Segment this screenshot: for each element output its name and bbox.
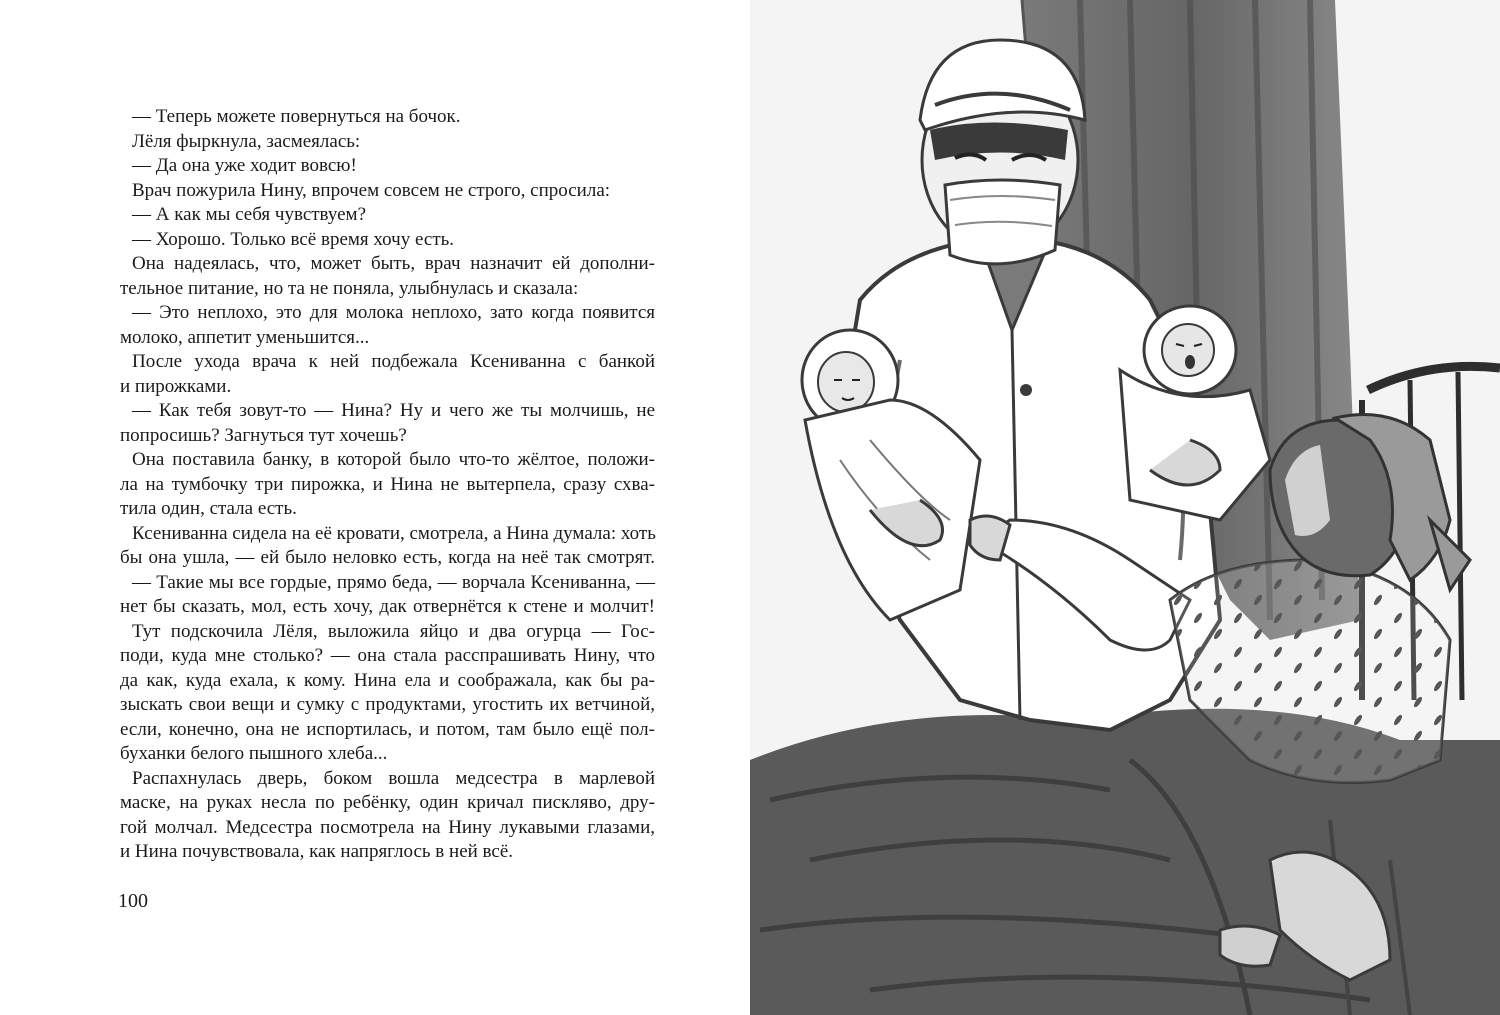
nurse-with-babies-illustration	[750, 0, 1500, 1015]
text-line: — Это неплохо, это для молока неплохо, зато когда появится	[132, 302, 655, 323]
text-line: если, конечно, она не испортилась, и потом, там было ещё пол-	[120, 718, 655, 740]
text-line: — Да она уже ходит вовсю!	[132, 155, 357, 176]
text-line: — Как тебя зовут-то — Нина? Ну и чего же ты молчишь, не	[132, 400, 655, 421]
text-line: попросишь? Загнуться тут хочешь?	[120, 424, 407, 446]
text-line: — Теперь можете повернуться на бочок.	[132, 106, 461, 127]
text-line: поди, куда мне столько? — она стала расспрашивать Нину, что	[120, 645, 655, 666]
text-line: буханки белого пышного хлеба...	[120, 743, 388, 764]
text-line: Она поставила банку, в которой было что-то жёлтое, положи-	[132, 449, 655, 470]
text-line: — Хорошо. Только всё время хочу есть.	[132, 228, 455, 250]
text-line: Распахнулась дверь, боком вошла медсестра в марлевой	[132, 767, 655, 789]
text-line: тила один, стала есть.	[120, 498, 297, 519]
illustration-page	[750, 0, 1500, 1015]
text-line: — Такие мы все гордые, прямо беда, — ворчала Ксениванна, —	[132, 571, 655, 593]
text-line: гой молчал. Медсестра посмотрела на Нину лукавыми глазами,	[120, 816, 655, 838]
text-line: и пирожками.	[120, 375, 232, 397]
text-line: ла на тумбочку три пирожка, и Нина не вытерпела, сразу схва-	[120, 473, 655, 495]
text-line: Лёля фыркнула, засмеялась:	[132, 130, 361, 152]
text-line: нет бы сказать, мол, есть хочу, дак отвернётся к стене и молчит!	[120, 596, 655, 617]
text-line: — А как мы себя чувствуем?	[132, 204, 367, 225]
text-line: Тут подскочила Лёля, выложила яйцо и два огурца — Гос-	[132, 620, 655, 642]
text-line: Ксениванна сидела на её кровати, смотрела, а Нина думала: хоть	[132, 522, 656, 544]
text-line: тельное питание, но та не поняла, улыбнулась и сказала:	[120, 277, 579, 299]
text-line: да как, куда ехала, к кому. Нина ела и соображала, как бы ра-	[120, 669, 655, 691]
text-line: маске, на руках несла по ребёнку, один кричал пискляво, дру-	[120, 792, 655, 813]
story-text	[120, 105, 655, 865]
text-line: Врач пожурила Нину, впрочем совсем не строго, спросила:	[132, 179, 611, 201]
text-line: После ухода врача к ней подбежала Ксениванна с банкой	[132, 351, 655, 372]
text-line: зыскать свои вещи и сумку с продуктами, угостить их ветчиной,	[120, 694, 655, 715]
text-line: Она надеялась, что, может быть, врач назначит ей дополни-	[132, 253, 655, 274]
page-number: 100	[118, 890, 148, 912]
text-line: бы она ушла, — ей было неловко есть, когда на неё так смотрят.	[120, 547, 655, 568]
text-line: и Нина почувствовала, как напряглось в ней всё.	[120, 841, 514, 862]
text-line: молоко, аппетит уменьшится...	[120, 326, 370, 348]
